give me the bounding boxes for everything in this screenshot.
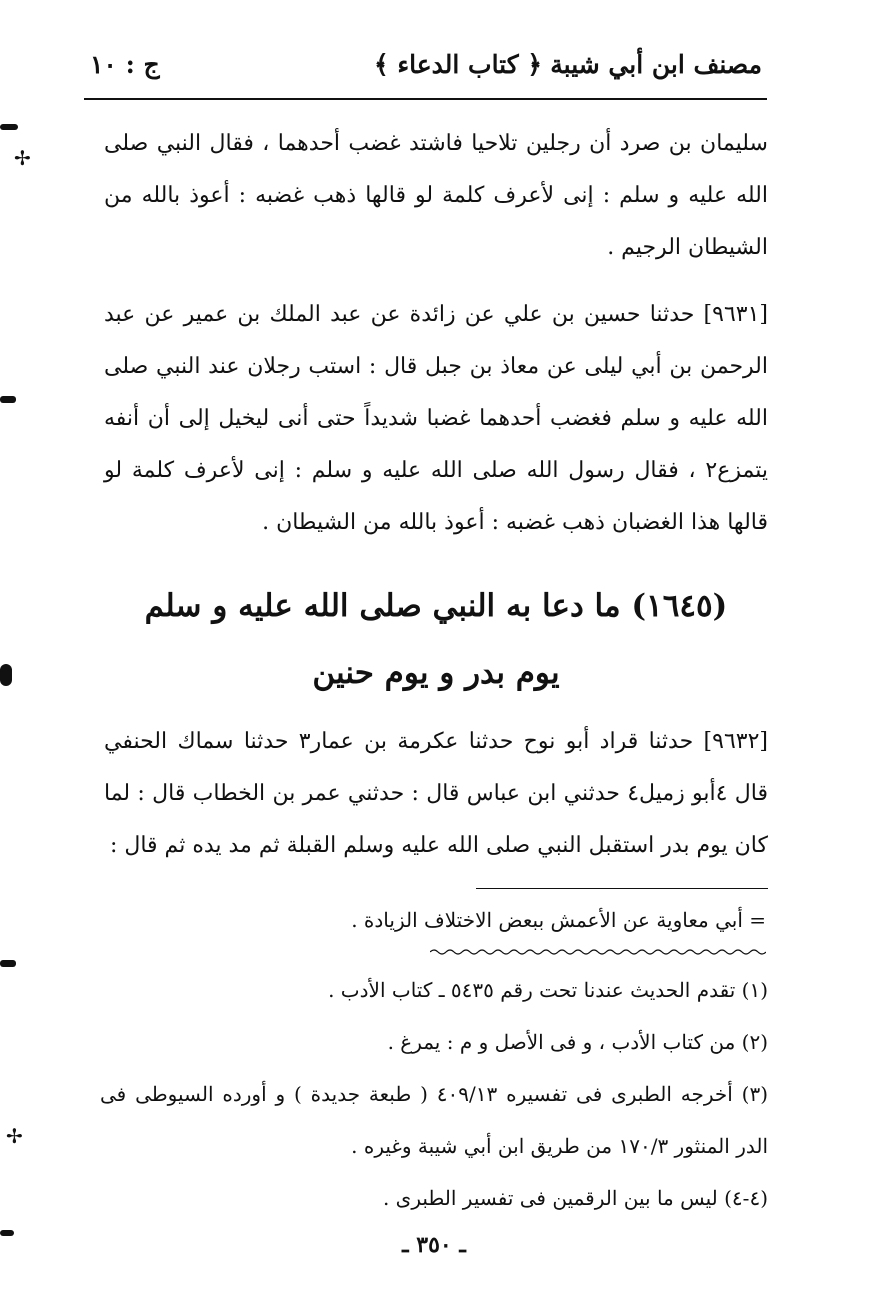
volume-number: ج : ١٠ [90,50,160,79]
footnote-2: (٢) من كتاب الأدب ، و فى الأصل و م : يمرغ . [387,1030,768,1054]
running-section-title: ﴿ كتاب الدعاء ﴾ [374,50,542,79]
scan-artifact-mark [0,1230,14,1236]
footnote-4: (٤-٤) ليس ما بين الرقمين فى تفسير الطبرى . [382,1186,768,1210]
chapter-subheading: يوم بدر و يوم حنين [312,655,560,691]
scan-artifact-mark [0,960,16,967]
paragraph-continued: سليمان بن صرد أن رجلين تلاحيا فاشتد غضب أحدهما ، فقال النبي صلى الله عليه و سلم : إنى لأعرف كلمة لو قالها ذهب غضبه : أعوذ بالله من الشيطان الرجيم . [104,131,768,260]
header-rule [84,98,767,100]
hadith-9632: [٩٦٣٢] حدثنا قراد أبو نوح حدثنا عكرمة بن عمار٣ حدثنا سماك الحنفي قال ٤أبو زميل٤ حدثني ابن عباس قال : حدثني عمر بن الخطاب قال : لما كان يوم بدر استقبل النبي صلى الله عليه وسلم القبلة ثم مد يده ثم قال : [104,729,768,858]
registration-cross-icon: ✢ [6,1124,23,1148]
scan-artifact-mark [0,396,16,403]
page-number: ـ ٣٥٠ ـ [402,1232,466,1258]
footnote-wavy-rule [430,948,766,956]
running-book-title: مصنف ابن أبي شيبة [550,50,762,79]
hadith-9631: [٩٦٣١] حدثنا حسين بن علي عن زائدة عن عبد الملك بن عمير عن عبد الرحمن بن أبي ليلى عن معاذ بن جبل قال : استب رجلان عند النبي صلى الله عليه و سلم فغضب أحدهما غضبا شديداً حتى أنى ليخيل إلى أن أنفه يتمزع٢ ، فقال رسول الله صلى الله عليه و سلم : إنى لأعرف كلمة لو قالها هذا الغضبان ذهب غضبه : أعوذ بالله من الشيطان . [104,302,768,535]
scan-artifact-mark [0,664,12,686]
footnotes [100,964,768,1224]
footnote-1: (١) تقدم الحديث عندنا تحت رقم ٥٤٣٥ ـ كتاب الأدب . [328,978,768,1002]
registration-cross-icon: ✢ [14,146,31,170]
scan-artifact-mark [0,124,18,130]
continued-footnote: = أبي معاوية عن الأعمش ببعض الاختلاف الزيادة . [351,908,766,932]
footnote-3: (٣) أخرجه الطبرى فى تفسيره ٤٠٩/١٣ ( طبعة جديدة ) و أورده السيوطى فى الدر المنثور ١٧٠/٣ من طريق ابن أبي شيبة وغيره . [100,1082,769,1158]
chapter-heading: (١٦٤٥) ما دعا به النبي صلى الله عليه و سلم [144,588,728,624]
notes-separator-rule [476,888,768,889]
